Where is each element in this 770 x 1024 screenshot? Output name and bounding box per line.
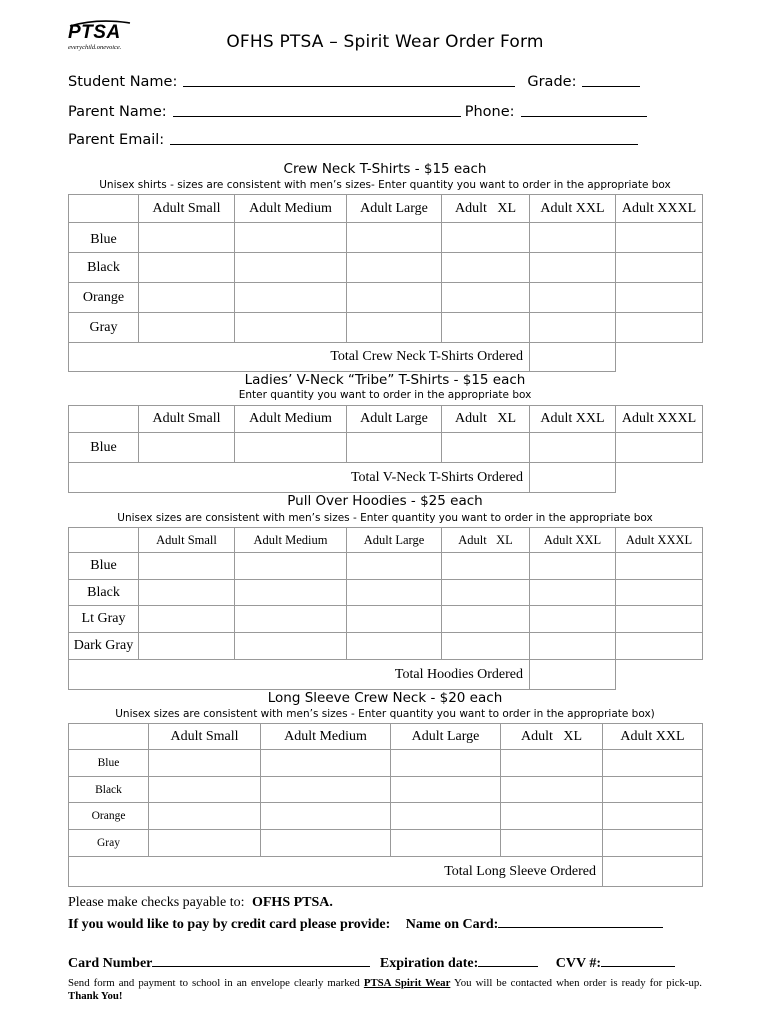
parent-name-row bbox=[68, 102, 651, 120]
total-spacer-cell bbox=[616, 463, 703, 493]
total-spacer-cell bbox=[616, 343, 703, 372]
size-header: Adult XXXL bbox=[616, 528, 703, 553]
quantity-cell[interactable] bbox=[616, 433, 703, 463]
color-row-black bbox=[69, 580, 703, 606]
quantity-cell[interactable] bbox=[235, 633, 347, 660]
size-header: Adult Small bbox=[139, 195, 235, 223]
corner-cell bbox=[69, 406, 139, 433]
color-row-blue bbox=[69, 223, 703, 253]
long-sleeve-note: Unisex sizes are consistent with men’s sizes - Enter quantity you want to order in the appropriate box) bbox=[115, 708, 655, 720]
color-row-black bbox=[69, 777, 703, 803]
quantity-cell[interactable] bbox=[139, 223, 235, 253]
color-label: Blue bbox=[69, 750, 149, 777]
quantity-cell[interactable] bbox=[530, 606, 616, 633]
phone-label: Phone: bbox=[464, 104, 515, 120]
quantity-cell[interactable] bbox=[261, 830, 391, 857]
color-row-blue bbox=[69, 750, 703, 777]
total-cell[interactable] bbox=[530, 343, 616, 372]
quantity-cell[interactable] bbox=[261, 803, 391, 830]
quantity-cell[interactable] bbox=[616, 253, 703, 283]
quantity-cell[interactable] bbox=[616, 313, 703, 343]
quantity-cell[interactable] bbox=[501, 830, 603, 857]
instructions-text bbox=[68, 977, 702, 1003]
size-header: Adult Medium bbox=[235, 528, 347, 553]
credit-card-prompt: If you would like to pay by credit card please provide: bbox=[68, 917, 391, 932]
quantity-cell[interactable] bbox=[149, 803, 261, 830]
quantity-cell[interactable] bbox=[616, 223, 703, 253]
quantity-cell[interactable] bbox=[616, 283, 703, 313]
quantity-cell[interactable] bbox=[603, 777, 703, 803]
parent-email-label: Parent Email: bbox=[68, 132, 165, 148]
card-number-field[interactable] bbox=[152, 953, 370, 967]
parent-name-field[interactable] bbox=[173, 102, 461, 117]
phone-field[interactable] bbox=[521, 102, 647, 117]
logo-text: PTSA bbox=[68, 22, 121, 43]
quantity-cell[interactable] bbox=[603, 750, 703, 777]
hoodies-note: Unisex sizes are consistent with men’s sizes - Enter quantity you want to order in the appropriate box bbox=[117, 512, 653, 524]
total-label: Total Crew Neck T-Shirts Ordered bbox=[69, 343, 530, 372]
quantity-cell[interactable] bbox=[501, 777, 603, 803]
quantity-cell[interactable] bbox=[139, 433, 235, 463]
v-neck-table bbox=[68, 405, 703, 493]
instructions-after: You will be contacted when order is ready for pick-up. bbox=[454, 977, 702, 989]
color-label: Black bbox=[69, 580, 139, 606]
corner-cell bbox=[69, 528, 139, 553]
quantity-cell[interactable] bbox=[530, 223, 616, 253]
size-header: Adult Medium bbox=[235, 195, 347, 223]
quantity-cell[interactable] bbox=[442, 580, 530, 606]
quantity-cell[interactable] bbox=[235, 253, 347, 283]
color-label: Gray bbox=[69, 830, 149, 857]
instructions-marked: PTSA Spirit Wear bbox=[363, 977, 451, 989]
total-row bbox=[69, 857, 703, 887]
quantity-cell[interactable] bbox=[347, 606, 442, 633]
grade-field[interactable] bbox=[582, 72, 640, 87]
quantity-cell[interactable] bbox=[149, 750, 261, 777]
color-label: Lt Gray bbox=[69, 606, 139, 633]
quantity-cell[interactable] bbox=[139, 633, 235, 660]
color-row-dark-gray bbox=[69, 633, 703, 660]
student-name-row bbox=[68, 72, 644, 90]
quantity-cell[interactable] bbox=[442, 253, 530, 283]
quantity-cell[interactable] bbox=[139, 553, 235, 580]
size-header-row bbox=[69, 406, 703, 433]
quantity-cell[interactable] bbox=[442, 433, 530, 463]
quantity-cell[interactable] bbox=[442, 633, 530, 660]
card-number-label: Card Number bbox=[68, 956, 153, 971]
quantity-cell[interactable] bbox=[139, 283, 235, 313]
size-header: Adult Small bbox=[149, 724, 261, 750]
quantity-cell[interactable] bbox=[501, 750, 603, 777]
total-cell[interactable] bbox=[530, 660, 616, 690]
quantity-cell[interactable] bbox=[501, 803, 603, 830]
quantity-cell[interactable] bbox=[530, 633, 616, 660]
size-header: Adult XXL bbox=[530, 195, 616, 223]
checks-payee: OFHS PTSA. bbox=[251, 895, 333, 910]
size-header-row bbox=[69, 528, 703, 553]
quantity-cell[interactable] bbox=[391, 750, 501, 777]
long-sleeve-table bbox=[68, 723, 703, 887]
quantity-cell[interactable] bbox=[530, 313, 616, 343]
quantity-cell[interactable] bbox=[616, 633, 703, 660]
size-header: Adult Small bbox=[139, 406, 235, 433]
quantity-cell[interactable] bbox=[139, 313, 235, 343]
quantity-cell[interactable] bbox=[139, 253, 235, 283]
quantity-cell[interactable] bbox=[261, 750, 391, 777]
quantity-cell[interactable] bbox=[347, 553, 442, 580]
grade-label: Grade: bbox=[527, 74, 577, 90]
instructions-before: Send form and payment to school in an envelope clearly marked bbox=[68, 977, 360, 989]
color-row-orange bbox=[69, 283, 703, 313]
color-row-orange bbox=[69, 803, 703, 830]
quantity-cell[interactable] bbox=[139, 580, 235, 606]
quantity-cell[interactable] bbox=[530, 433, 616, 463]
total-label: Total V-Neck T-Shirts Ordered bbox=[69, 463, 530, 493]
size-header: Adult Medium bbox=[261, 724, 391, 750]
credit-card-line bbox=[68, 914, 663, 933]
total-cell[interactable] bbox=[530, 463, 616, 493]
quantity-cell[interactable] bbox=[347, 283, 442, 313]
quantity-cell[interactable] bbox=[261, 777, 391, 803]
color-label: Blue bbox=[69, 223, 139, 253]
quantity-cell[interactable] bbox=[235, 223, 347, 253]
quantity-cell[interactable] bbox=[616, 580, 703, 606]
quantity-cell[interactable] bbox=[235, 606, 347, 633]
color-label: Gray bbox=[69, 313, 139, 343]
color-row-blue bbox=[69, 553, 703, 580]
size-header: Adult Large bbox=[347, 195, 442, 223]
color-label: Orange bbox=[69, 803, 149, 830]
parent-email-field[interactable] bbox=[170, 130, 638, 145]
logo-swoosh-icon bbox=[68, 20, 132, 28]
hoodies-table bbox=[68, 527, 703, 690]
size-header: Adult XXL bbox=[530, 406, 616, 433]
quantity-cell[interactable] bbox=[530, 283, 616, 313]
color-label: Orange bbox=[69, 283, 139, 313]
size-header: Adult XXXL bbox=[616, 195, 703, 223]
quantity-cell[interactable] bbox=[442, 553, 530, 580]
checks-line bbox=[68, 895, 333, 911]
size-header-row bbox=[69, 724, 703, 750]
parent-email-row bbox=[68, 130, 642, 148]
crew-neck-table bbox=[68, 194, 703, 372]
quantity-cell[interactable] bbox=[149, 777, 261, 803]
total-row bbox=[69, 463, 703, 493]
color-label: Blue bbox=[69, 433, 139, 463]
student-name-field[interactable] bbox=[183, 72, 515, 87]
total-row bbox=[69, 343, 703, 372]
logo-tagline: everychild.onevoice. bbox=[68, 44, 122, 51]
page-title: OFHS PTSA – Spirit Wear Order Form bbox=[226, 32, 544, 52]
size-header: Adult Large bbox=[391, 724, 501, 750]
size-header: Adult Large bbox=[347, 528, 442, 553]
quantity-cell[interactable] bbox=[139, 606, 235, 633]
size-header: Adult XL bbox=[442, 406, 530, 433]
color-label: Black bbox=[69, 253, 139, 283]
quantity-cell[interactable] bbox=[235, 283, 347, 313]
quantity-cell[interactable] bbox=[442, 283, 530, 313]
hoodies-title: Pull Over Hoodies - $25 each bbox=[287, 493, 483, 509]
checks-prefix: Please make checks payable to: bbox=[68, 895, 245, 910]
name-on-card-label: Name on Card: bbox=[405, 917, 499, 932]
student-name-label: Student Name: bbox=[68, 74, 178, 90]
quantity-cell[interactable] bbox=[235, 553, 347, 580]
quantity-cell[interactable] bbox=[616, 553, 703, 580]
quantity-cell[interactable] bbox=[442, 223, 530, 253]
total-label: Total Hoodies Ordered bbox=[69, 660, 530, 690]
corner-cell bbox=[69, 195, 139, 223]
size-header: Adult Medium bbox=[235, 406, 347, 433]
quantity-cell[interactable] bbox=[347, 580, 442, 606]
color-row-lt-gray bbox=[69, 606, 703, 633]
parent-name-label: Parent Name: bbox=[68, 104, 167, 120]
quantity-cell[interactable] bbox=[442, 313, 530, 343]
quantity-cell[interactable] bbox=[391, 803, 501, 830]
total-spacer-cell bbox=[616, 660, 703, 690]
size-header: Adult XL bbox=[442, 528, 530, 553]
crew-neck-title: Crew Neck T-Shirts - $15 each bbox=[283, 161, 487, 177]
v-neck-title: Ladies’ V-Neck “Tribe” T-Shirts - $15 each bbox=[244, 372, 526, 388]
name-on-card-field[interactable] bbox=[498, 914, 663, 928]
quantity-cell[interactable] bbox=[616, 606, 703, 633]
quantity-cell[interactable] bbox=[347, 313, 442, 343]
quantity-cell[interactable] bbox=[347, 433, 442, 463]
size-header: Adult Small bbox=[139, 528, 235, 553]
size-header: Adult XXL bbox=[530, 528, 616, 553]
total-row bbox=[69, 660, 703, 690]
quantity-cell[interactable] bbox=[347, 223, 442, 253]
quantity-cell[interactable] bbox=[347, 633, 442, 660]
v-neck-note: Enter quantity you want to order in the appropriate box bbox=[238, 389, 532, 401]
cvv-label: CVV #: bbox=[555, 956, 602, 971]
quantity-cell[interactable] bbox=[235, 313, 347, 343]
size-header: Adult XXL bbox=[603, 724, 703, 750]
total-cell[interactable] bbox=[603, 857, 703, 887]
quantity-cell[interactable] bbox=[530, 580, 616, 606]
color-row-blue bbox=[69, 433, 703, 463]
expiration-field[interactable] bbox=[478, 953, 538, 967]
color-row-gray bbox=[69, 830, 703, 857]
color-label: Blue bbox=[69, 553, 139, 580]
quantity-cell[interactable] bbox=[347, 253, 442, 283]
quantity-cell[interactable] bbox=[603, 803, 703, 830]
color-row-gray bbox=[69, 313, 703, 343]
color-label: Dark Gray bbox=[69, 633, 139, 660]
size-header: Adult XXXL bbox=[616, 406, 703, 433]
instructions-thanks: Thank You! bbox=[68, 990, 123, 1002]
quantity-cell[interactable] bbox=[442, 606, 530, 633]
size-header: Adult XL bbox=[442, 195, 530, 223]
quantity-cell[interactable] bbox=[530, 553, 616, 580]
quantity-cell[interactable] bbox=[530, 253, 616, 283]
size-header-row bbox=[69, 195, 703, 223]
quantity-cell[interactable] bbox=[391, 830, 501, 857]
quantity-cell[interactable] bbox=[149, 830, 261, 857]
size-header: Adult Large bbox=[347, 406, 442, 433]
corner-cell bbox=[69, 724, 149, 750]
expiration-label: Expiration date: bbox=[379, 956, 479, 971]
color-row-black bbox=[69, 253, 703, 283]
cvv-field[interactable] bbox=[601, 953, 675, 967]
long-sleeve-title: Long Sleeve Crew Neck - $20 each bbox=[267, 690, 503, 706]
quantity-cell[interactable] bbox=[235, 433, 347, 463]
card-details-line bbox=[68, 953, 675, 972]
quantity-cell[interactable] bbox=[603, 830, 703, 857]
quantity-cell[interactable] bbox=[235, 580, 347, 606]
size-header: Adult XL bbox=[501, 724, 603, 750]
crew-neck-note: Unisex shirts - sizes are consistent with men’s sizes- Enter quantity you want to order in the appropriate box bbox=[99, 179, 671, 191]
total-label: Total Long Sleeve Ordered bbox=[69, 857, 603, 887]
quantity-cell[interactable] bbox=[391, 777, 501, 803]
color-label: Black bbox=[69, 777, 149, 803]
